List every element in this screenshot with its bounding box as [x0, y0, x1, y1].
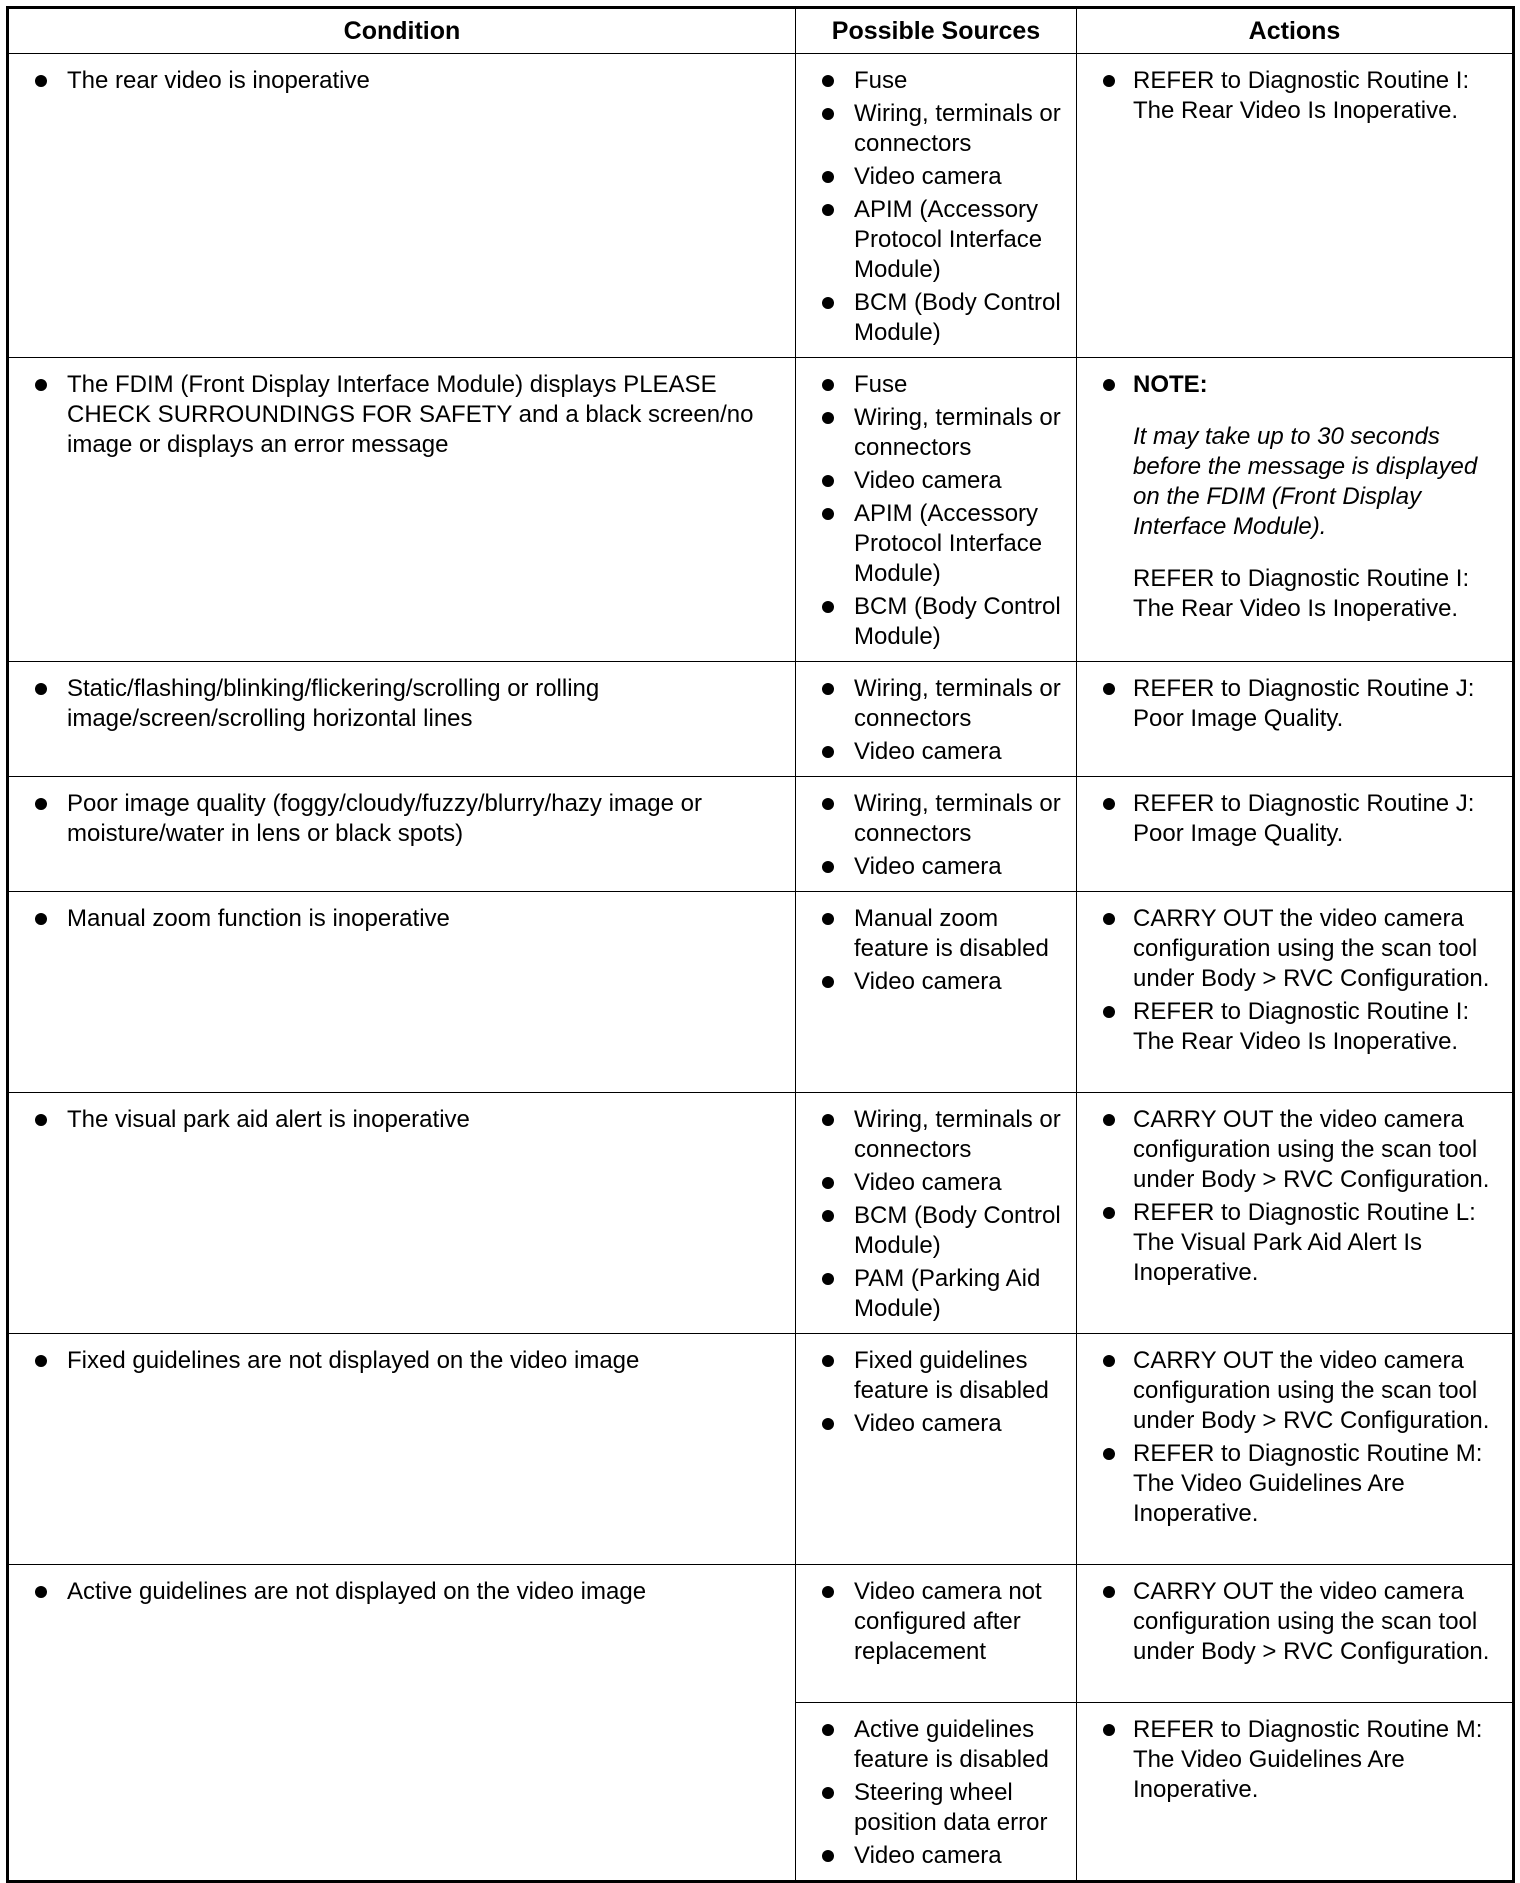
source-text: Wiring, terminals or connectors [854, 100, 1061, 157]
bullet-icon [1103, 1724, 1115, 1736]
bullet-icon [822, 913, 834, 925]
bullet-icon [822, 297, 834, 309]
source-text: Video camera [854, 467, 1002, 494]
action-text: CARRY OUT the video camera configuration using the scan tool under Body > RVC Configuration. [1133, 1578, 1490, 1665]
bullet-icon [822, 1114, 834, 1126]
list-item [9, 1577, 789, 1607]
list-item [796, 1715, 1070, 1775]
bullet-icon [822, 1177, 834, 1189]
action-text: REFER to Diagnostic Routine J: Poor Image Quality. [1133, 675, 1475, 732]
list-item [9, 904, 789, 934]
bullet-icon [822, 412, 834, 424]
source-text: Fuse [854, 67, 908, 94]
bullet-icon [35, 913, 47, 925]
actions-cell [1077, 358, 1514, 662]
actions-cell [1077, 1565, 1514, 1703]
bullet-icon [822, 1850, 834, 1862]
action-text: CARRY OUT the video camera configuration using the scan tool under Body > RVC Configuration. [1133, 1347, 1490, 1434]
list-item [1077, 1198, 1506, 1288]
source-text: Wiring, terminals or connectors [854, 1106, 1061, 1163]
action-text: REFER to Diagnostic Routine J: Poor Image Quality. [1133, 790, 1475, 847]
condition-text: The FDIM (Front Display Interface Module) displays PLEASE CHECK SURROUNDINGS FOR SAFETY and a black screen/no image or displays an error message [67, 371, 754, 458]
note-body: It may take up to 30 seconds before the message is displayed on the FDIM (Front Display Interface Module). [1133, 423, 1478, 540]
header-possible-sources: Possible Sources [796, 8, 1077, 54]
list-item [796, 852, 1070, 882]
list-item [1077, 1346, 1506, 1436]
bullet-icon [35, 379, 47, 391]
actions-cell [1077, 54, 1514, 358]
list-item [1077, 997, 1506, 1057]
list-item [796, 499, 1070, 589]
table-row [8, 54, 1514, 358]
list-item [796, 195, 1070, 285]
list-item [796, 1168, 1070, 1198]
bullet-icon [35, 1586, 47, 1598]
condition-cell [8, 54, 796, 358]
diagnostic-table [6, 6, 1515, 1883]
list-item [796, 1201, 1070, 1261]
list-item [1077, 1577, 1506, 1667]
bullet-icon [35, 75, 47, 87]
bullet-icon [822, 976, 834, 988]
source-text: APIM (Accessory Protocol Interface Module) [854, 196, 1043, 283]
bullet-icon [1103, 1448, 1115, 1460]
condition-text: Poor image quality (foggy/cloudy/fuzzy/blurry/hazy image or moisture/water in lens or black spots) [67, 790, 702, 847]
actions-cell [1077, 777, 1514, 892]
table-row [8, 662, 1514, 777]
action-text: REFER to Diagnostic Routine L: The Visual Park Aid Alert Is Inoperative. [1133, 1199, 1476, 1286]
list-item [1077, 1439, 1506, 1529]
bullet-icon [822, 508, 834, 520]
list-item [796, 1264, 1070, 1324]
bullet-icon [822, 798, 834, 810]
actions-cell [1077, 1703, 1514, 1882]
list-item [9, 789, 789, 849]
condition-text: Static/flashing/blinking/flickering/scrolling or rolling image/screen/scrolling horizontal lines [67, 675, 600, 732]
list-item [9, 1346, 789, 1376]
list-item [796, 592, 1070, 652]
source-text: Wiring, terminals or connectors [854, 404, 1061, 461]
source-text: Fuse [854, 371, 908, 398]
condition-text: Fixed guidelines are not displayed on the video image [67, 1347, 640, 1374]
list-item [796, 466, 1070, 496]
bullet-icon [1103, 1114, 1115, 1126]
source-text: Video camera [854, 853, 1002, 880]
actions-cell [1077, 662, 1514, 777]
bullet-icon [1103, 913, 1115, 925]
sources-cell [796, 54, 1077, 358]
actions-cell [1077, 1334, 1514, 1565]
action-text: CARRY OUT the video camera configuration using the scan tool under Body > RVC Configuration. [1133, 1106, 1490, 1193]
list-item [796, 674, 1070, 734]
table-row [8, 1334, 1514, 1565]
source-text: Video camera not configured after replacement [854, 1578, 1042, 1665]
source-text: Fixed guidelines feature is disabled [854, 1347, 1049, 1404]
bullet-icon [822, 75, 834, 87]
actions-cell [1077, 1093, 1514, 1334]
header-condition: Condition [8, 8, 796, 54]
sources-cell [796, 1565, 1077, 1703]
bullet-icon [1103, 1586, 1115, 1598]
sources-cell [796, 662, 1077, 777]
action-text: CARRY OUT the video camera configuration using the scan tool under Body > RVC Configuration. [1133, 905, 1490, 992]
source-text: Video camera [854, 968, 1002, 995]
table-row [8, 1093, 1514, 1334]
list-item [796, 904, 1070, 964]
source-text: Video camera [854, 1410, 1002, 1437]
bullet-icon [1103, 798, 1115, 810]
list-item [796, 370, 1070, 400]
sources-cell [796, 1093, 1077, 1334]
condition-cell [8, 1334, 796, 1565]
bullet-icon [35, 1355, 47, 1367]
source-text: Wiring, terminals or connectors [854, 675, 1061, 732]
bullet-icon [1103, 75, 1115, 87]
condition-text: The visual park aid alert is inoperative [67, 1106, 470, 1133]
bullet-icon [822, 108, 834, 120]
source-text: Wiring, terminals or connectors [854, 790, 1061, 847]
actions-cell [1077, 892, 1514, 1093]
list-item [796, 66, 1070, 96]
bullet-icon [1103, 1207, 1115, 1219]
note-label: NOTE: [1133, 371, 1208, 398]
action-text: REFER to Diagnostic Routine I: The Rear Video Is Inoperative. [1133, 67, 1470, 124]
bullet-icon [822, 1787, 834, 1799]
list-item [1077, 904, 1506, 994]
list-item [796, 1577, 1070, 1667]
list-item [796, 288, 1070, 348]
list-item [1077, 674, 1506, 734]
list-item [1077, 1105, 1506, 1195]
source-text: Steering wheel position data error [854, 1779, 1048, 1836]
bullet-icon [1103, 1355, 1115, 1367]
list-item [9, 1105, 789, 1135]
sources-cell [796, 358, 1077, 662]
source-text: Video camera [854, 1169, 1002, 1196]
source-text: Active guidelines feature is disabled [854, 1716, 1049, 1773]
bullet-icon [35, 1114, 47, 1126]
list-item [796, 967, 1070, 997]
condition-cell [8, 777, 796, 892]
list-item [9, 674, 789, 734]
table-row [8, 777, 1514, 892]
list-item [796, 1105, 1070, 1165]
condition-text: Active guidelines are not displayed on the video image [67, 1578, 647, 1605]
condition-text: The rear video is inoperative [67, 67, 370, 94]
table-row [8, 1565, 1514, 1703]
action-text: REFER to Diagnostic Routine I: The Rear Video Is Inoperative. [1133, 998, 1470, 1055]
source-text: PAM (Parking Aid Module) [854, 1265, 1041, 1322]
action-text: REFER to Diagnostic Routine I: The Rear Video Is Inoperative. [1133, 565, 1470, 622]
list-item [9, 66, 789, 96]
list-item [1077, 1715, 1506, 1805]
source-text: Video camera [854, 738, 1002, 765]
list-item [796, 737, 1070, 767]
bullet-icon [822, 1724, 834, 1736]
bullet-icon [1103, 683, 1115, 695]
list-item [796, 1841, 1070, 1871]
bullet-icon [822, 379, 834, 391]
bullet-icon [822, 1210, 834, 1222]
table-row [8, 892, 1514, 1093]
header-row [8, 8, 1514, 54]
bullet-icon [822, 171, 834, 183]
list-item [796, 99, 1070, 159]
source-text: BCM (Body Control Module) [854, 1202, 1061, 1259]
list-item [796, 1778, 1070, 1838]
condition-cell [8, 892, 796, 1093]
list-item [1077, 370, 1506, 624]
source-text: Video camera [854, 1842, 1002, 1869]
bullet-icon [822, 1418, 834, 1430]
list-item [1077, 66, 1506, 126]
list-item [796, 1346, 1070, 1406]
list-item [796, 162, 1070, 192]
bullet-icon [35, 798, 47, 810]
condition-cell [8, 662, 796, 777]
source-text: BCM (Body Control Module) [854, 289, 1061, 346]
condition-text: Manual zoom function is inoperative [67, 905, 450, 932]
condition-cell [8, 358, 796, 662]
header-actions: Actions [1077, 8, 1514, 54]
condition-cell [8, 1565, 796, 1882]
bullet-icon [822, 683, 834, 695]
sources-cell [796, 892, 1077, 1093]
source-text: Video camera [854, 163, 1002, 190]
list-item [796, 789, 1070, 849]
bullet-icon [822, 204, 834, 216]
sources-cell [796, 1703, 1077, 1882]
list-item [796, 1409, 1070, 1439]
bullet-icon [822, 475, 834, 487]
bullet-icon [1103, 379, 1115, 391]
bullet-icon [822, 1355, 834, 1367]
action-text: REFER to Diagnostic Routine M: The Video Guidelines Are Inoperative. [1133, 1716, 1483, 1803]
list-item [796, 403, 1070, 463]
bullet-icon [822, 601, 834, 613]
condition-cell [8, 1093, 796, 1334]
bullet-icon [822, 746, 834, 758]
bullet-icon [822, 1273, 834, 1285]
bullet-icon [822, 861, 834, 873]
source-text: BCM (Body Control Module) [854, 593, 1061, 650]
bullet-icon [1103, 1006, 1115, 1018]
list-item [9, 370, 789, 460]
action-text: REFER to Diagnostic Routine M: The Video Guidelines Are Inoperative. [1133, 1440, 1483, 1527]
source-text: Manual zoom feature is disabled [854, 905, 1049, 962]
bullet-icon [35, 683, 47, 695]
sources-cell [796, 1334, 1077, 1565]
bullet-icon [822, 1586, 834, 1598]
sources-cell [796, 777, 1077, 892]
source-text: APIM (Accessory Protocol Interface Module) [854, 500, 1043, 587]
list-item [1077, 789, 1506, 849]
table-row [8, 358, 1514, 662]
